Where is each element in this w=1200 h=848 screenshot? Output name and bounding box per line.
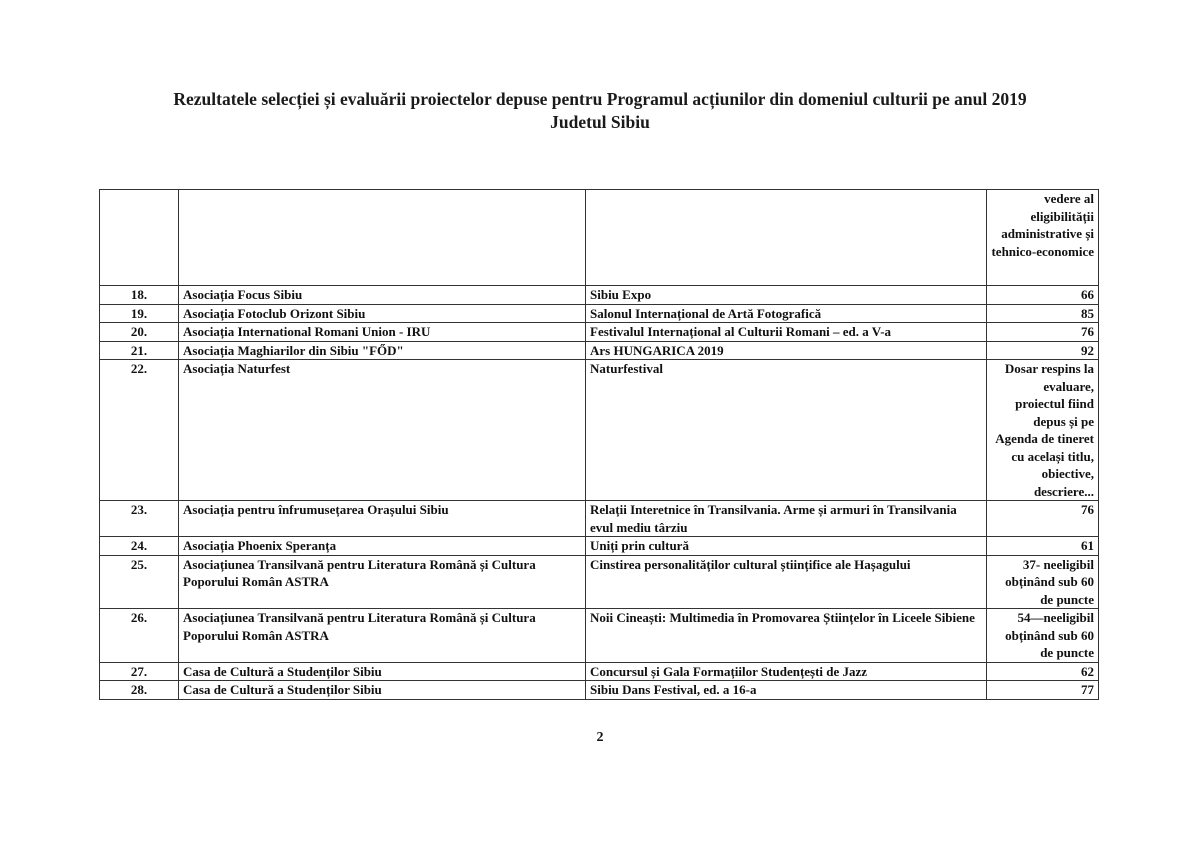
organization-name: Asociațiunea Transilvană pentru Literatura Română și Cultura Poporului Român ASTRA xyxy=(179,555,586,609)
organization-name: Asociația pentru înfrumusețarea Orașului Sibiu xyxy=(179,501,586,537)
table-row xyxy=(100,555,1099,609)
table-cell xyxy=(179,190,586,286)
table-row xyxy=(100,662,1099,681)
organization-name: Casa de Cultură a Studenților Sibiu xyxy=(179,662,586,681)
score: 62 xyxy=(987,662,1099,681)
project-title: Cinstirea personalităților cultural științifice ale Hașagului xyxy=(586,555,987,609)
organization-name: Asociația Maghiarilor din Sibiu "FŐD" xyxy=(179,341,586,360)
score: 66 xyxy=(987,286,1099,305)
project-title: Concursul și Gala Formațiilor Studențești de Jazz xyxy=(586,662,987,681)
row-number: 22. xyxy=(100,360,179,501)
project-title: Uniți prin cultură xyxy=(586,537,987,556)
results-table xyxy=(99,189,1099,700)
project-title: Salonul Internațional de Artă Fotografică xyxy=(586,304,987,323)
row-number: 24. xyxy=(100,537,179,556)
row-number: 21. xyxy=(100,341,179,360)
score: 37- neeligibil obținând sub 60 de puncte xyxy=(987,555,1099,609)
organization-name: Asociația Focus Sibiu xyxy=(179,286,586,305)
table-row xyxy=(100,341,1099,360)
row-number: 25. xyxy=(100,555,179,609)
table-header-continuation-row xyxy=(100,190,1099,286)
project-title: Sibiu Dans Festival, ed. a 16-a xyxy=(586,681,987,700)
row-number: 27. xyxy=(100,662,179,681)
project-title: Naturfestival xyxy=(586,360,987,501)
table-cell xyxy=(100,190,179,286)
organization-name: Asociația Fotoclub Orizont Sibiu xyxy=(179,304,586,323)
table-row xyxy=(100,360,1099,501)
organization-name: Asociația Naturfest xyxy=(179,360,586,501)
table-row xyxy=(100,286,1099,305)
table-cell xyxy=(586,190,987,286)
score: 54—neeligibil obținând sub 60 de puncte xyxy=(987,609,1099,663)
table-row xyxy=(100,537,1099,556)
project-title: Relații Interetnice în Transilvania. Arme și armuri în Transilvania evul mediu târziu xyxy=(586,501,987,537)
score: 76 xyxy=(987,501,1099,537)
table-row xyxy=(100,609,1099,663)
project-title: Noii Cineaști: Multimedia în Promovarea Științelor în Liceele Sibiene xyxy=(586,609,987,663)
document-title xyxy=(0,88,1200,134)
table-row xyxy=(100,304,1099,323)
project-title: Festivalul Internațional al Culturii Romani – ed. a V-a xyxy=(586,323,987,342)
project-title: Sibiu Expo xyxy=(586,286,987,305)
score: 61 xyxy=(987,537,1099,556)
row-number: 19. xyxy=(100,304,179,323)
row-number: 18. xyxy=(100,286,179,305)
row-number: 23. xyxy=(100,501,179,537)
title-line-2: Judetul Sibiu xyxy=(550,112,650,132)
title-line-1: Rezultatele selecției și evaluării proiectelor depuse pentru Programul acțiunilor din domeniul culturii pe anul 2019 xyxy=(173,89,1027,109)
score: 76 xyxy=(987,323,1099,342)
score: 92 xyxy=(987,341,1099,360)
row-number: 26. xyxy=(100,609,179,663)
organization-name: Asociațiunea Transilvană pentru Literatura Română și Cultura Poporului Român ASTRA xyxy=(179,609,586,663)
table-row xyxy=(100,681,1099,700)
table-row xyxy=(100,501,1099,537)
organization-name: Casa de Cultură a Studenților Sibiu xyxy=(179,681,586,700)
project-title: Ars HUNGARICA 2019 xyxy=(586,341,987,360)
row-number: 20. xyxy=(100,323,179,342)
organization-name: Asociația Phoenix Speranța xyxy=(179,537,586,556)
organization-name: Asociația International Romani Union - IRU xyxy=(179,323,586,342)
score: Dosar respins la evaluare, proiectul fiind depus și pe Agenda de tineret cu același titlu, obiective, descriere... xyxy=(987,360,1099,501)
table-row xyxy=(100,323,1099,342)
page-number: 2 xyxy=(596,730,604,745)
score-header-continuation: vedere al eligibilității administrative și tehnico-economice xyxy=(987,190,1099,286)
score: 85 xyxy=(987,304,1099,323)
score: 77 xyxy=(987,681,1099,700)
row-number: 28. xyxy=(100,681,179,700)
